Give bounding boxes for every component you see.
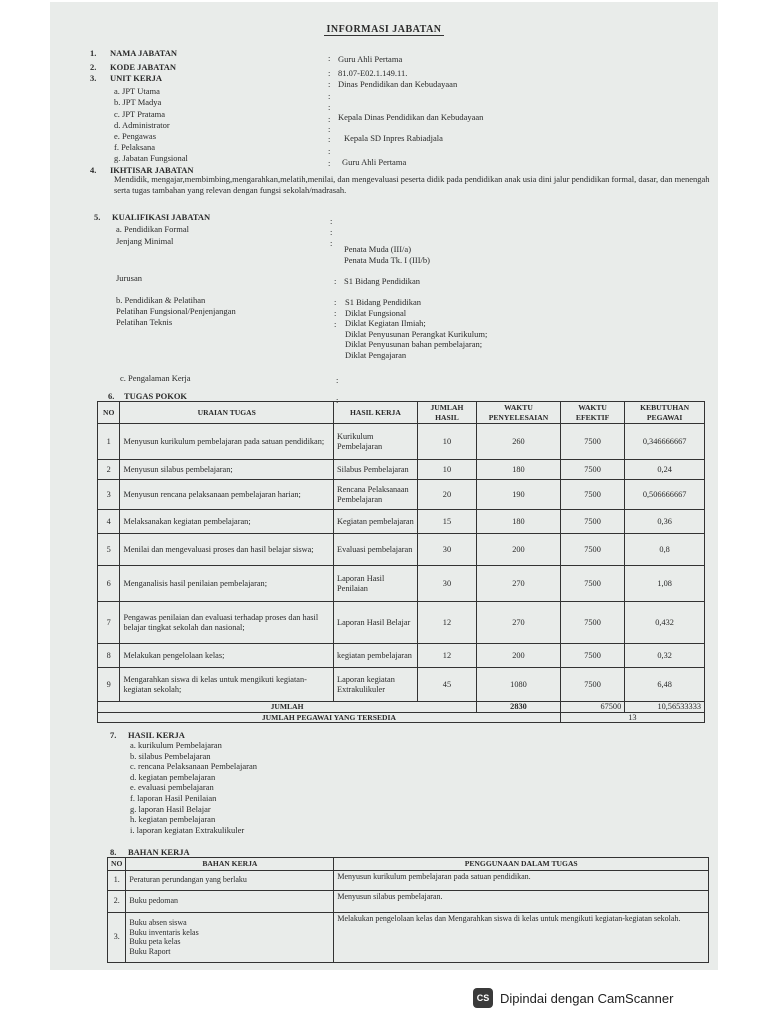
- row-efektif: 7500: [560, 460, 624, 480]
- table-row: [108, 890, 709, 912]
- table-row: [98, 460, 705, 480]
- row-kebutuhan: 0,8: [625, 534, 705, 566]
- row-waktu: 1080: [477, 668, 561, 702]
- unit-sub-label: a. JPT Utama: [114, 86, 160, 96]
- item-number: 3.: [90, 73, 97, 83]
- colon: :: [336, 395, 339, 405]
- row-jumlah: 12: [417, 602, 476, 644]
- row-hasil: Silabus Pembelajaran: [334, 460, 418, 480]
- pelatihan-value: S1 Bidang Pendidikan: [345, 297, 422, 307]
- row-hasil: kegiatan pembelajaran: [334, 644, 418, 668]
- header-cell: KEBUTUHAN PEGAWAI: [625, 402, 705, 424]
- table-row: [98, 480, 705, 510]
- camscanner-logo-icon: CS: [473, 988, 493, 1008]
- row-waktu: 200: [477, 534, 561, 566]
- table-row: [98, 534, 705, 566]
- colon: :: [334, 319, 337, 329]
- row-kebutuhan: 1,08: [625, 566, 705, 602]
- jurusan-label: Jurusan: [116, 273, 142, 283]
- camscanner-watermark: [473, 985, 745, 1011]
- row-waktu: 270: [477, 602, 561, 644]
- item-value: Dinas Pendidikan dan Kebudayaan: [338, 79, 458, 89]
- unit-sub-label: f. Pelaksana: [114, 142, 156, 152]
- pelatihan-value: Diklat Penyusunan bahan pembelajaran;: [345, 339, 483, 350]
- list-item: e. evaluasi pembelajaran: [130, 782, 214, 793]
- table-row: [98, 644, 705, 668]
- pengalaman-label: c. Pengalaman Kerja: [120, 373, 191, 383]
- item-label: KODE JABATAN: [110, 62, 177, 72]
- list-item: c. rencana Pelaksanaan Pembelajaran: [130, 761, 257, 772]
- hasil-kerja-label: HASIL KERJA: [128, 730, 185, 740]
- header-cell: WAKTU PENYELESAIAN: [477, 402, 561, 424]
- item-label: NAMA JABATAN: [110, 48, 177, 58]
- pelatihan-label: b. Pendidikan & Pelatihan: [116, 295, 206, 305]
- header-cell: HASIL KERJA: [334, 402, 418, 424]
- pelatihan-list: [345, 297, 487, 361]
- table-header-row: [108, 858, 709, 871]
- row-penggunaan: Menyusun silabus pembelajaran.: [334, 890, 709, 912]
- row-waktu: 260: [477, 424, 561, 460]
- row-jumlah: 30: [417, 566, 476, 602]
- row-jumlah: 30: [417, 534, 476, 566]
- unit-sub-value: Guru Ahli Pertama: [342, 157, 407, 167]
- unit-sub-label: g. Jabatan Fungsional: [114, 153, 188, 163]
- pelatihan-fungsional-label: Pelatihan Fungsional/Penjenjangan: [116, 306, 236, 316]
- row-hasil: Rencana Pelaksanaan Pembelajaran: [334, 480, 418, 510]
- colon: :: [330, 227, 333, 237]
- unit-sub-label: c. JPT Pratama: [114, 109, 166, 119]
- header-cell: PENGGUNAAN DALAM TUGAS: [334, 858, 709, 871]
- colon: :: [328, 124, 331, 134]
- table-header-row: [98, 402, 705, 424]
- row-no: 3.: [108, 912, 126, 962]
- colon: :: [328, 102, 331, 112]
- item-value: Guru Ahli Pertama: [338, 54, 403, 64]
- row-waktu: 180: [477, 460, 561, 480]
- unit-sub-label: e. Pengawas: [114, 131, 157, 141]
- table-row: [108, 870, 709, 890]
- row-no: 6: [98, 566, 120, 602]
- row-uraian: Melakukan pengelolaan kelas;: [120, 644, 334, 668]
- row-jumlah: 10: [417, 424, 476, 460]
- row-bahan: Buku pedoman: [126, 890, 334, 912]
- list-item: h. kegiatan pembelajaran: [130, 814, 216, 825]
- document-title: INFORMASI JABATAN: [326, 24, 442, 35]
- row-uraian: Menyusun kurikulum pembelajaran pada satuan pendidikan;: [120, 424, 334, 460]
- list-item: f. laporan Hasil Penilaian: [130, 792, 217, 803]
- colon: :: [330, 238, 333, 248]
- row-kebutuhan: 0,32: [625, 644, 705, 668]
- jenjang-value: Penata Muda Tk. I (III/b): [344, 255, 430, 265]
- kualifikasi-label: KUALIFIKASI JABATAN: [112, 212, 211, 222]
- row-efektif: 7500: [560, 566, 624, 602]
- row-penggunaan: Melakukan pengelolaan kelas dan Mengarahkan siswa di kelas untuk mengikuti kegiatan-kegiatan sekolah.: [334, 912, 709, 962]
- jumlah-kebutuhan: 10,56533333: [625, 702, 705, 713]
- item-number: 6.: [108, 391, 115, 401]
- row-waktu: 200: [477, 644, 561, 668]
- jumlah-efektif: 67500: [560, 702, 624, 713]
- pelatihan-value: Diklat Pengajaran: [345, 349, 407, 360]
- row-waktu: 190: [477, 480, 561, 510]
- colon: :: [328, 53, 331, 63]
- row-waktu: 270: [477, 566, 561, 602]
- row-efektif: 7500: [560, 424, 624, 460]
- table-row: [98, 566, 705, 602]
- header-cell: URAIAN TUGAS: [120, 402, 334, 424]
- row-uraian: Melaksanakan kegiatan pembelajaran;: [120, 510, 334, 534]
- unit-sub-value: Kepala SD Inpres Rabiadjala: [344, 133, 443, 143]
- row-efektif: 7500: [560, 510, 624, 534]
- table-row: [108, 912, 709, 962]
- item-number: 5.: [94, 212, 101, 222]
- item-number: 4.: [90, 165, 97, 175]
- item-number: 8.: [110, 847, 117, 857]
- row-uraian: Menyusun rencana pelaksanaan pembelajaran harian;: [120, 480, 334, 510]
- colon: :: [328, 134, 331, 144]
- row-jumlah: 12: [417, 644, 476, 668]
- header-cell: NO: [108, 858, 126, 871]
- bahan-kerja-label: BAHAN KERJA: [128, 847, 190, 857]
- pelatihan-value: Diklat Kegiatan Ilmiah;: [345, 318, 426, 329]
- bahan-table-body: [108, 870, 709, 962]
- colon: :: [328, 146, 331, 156]
- row-efektif: 7500: [560, 644, 624, 668]
- jumlah-label: JUMLAH: [98, 702, 477, 713]
- list-item: g. laporan Hasil Belajar: [130, 803, 211, 814]
- pegawai-value: 13: [560, 712, 704, 723]
- unit-sub-label: b. JPT Madya: [114, 97, 162, 107]
- tugas-pokok-table: [97, 401, 705, 723]
- header-cell: NO: [98, 402, 120, 424]
- row-penggunaan: Menyusun kurikulum pembelajaran pada satuan pendidikan.: [334, 870, 709, 890]
- item-label: UNIT KERJA: [110, 73, 163, 83]
- ikhtisar-text: Mendidik, mengajar,membimbing,mengarahkan,melatih,menilai, dan mengevaluasi peserta didik pada pendidikan anak usia dini jalur pendidikan formal, dasar, dan menengah serta tugas tambahan yang relevan dengan fungsi sekolah/madrasah.: [114, 174, 710, 195]
- list-item: i. laporan kegiatan Extrakulikuler: [130, 824, 245, 835]
- row-no: 1: [98, 424, 120, 460]
- table-row: [98, 668, 705, 702]
- pendidikan-formal-label: a. Pendidikan Formal: [116, 224, 189, 234]
- row-kebutuhan: 0,432: [625, 602, 705, 644]
- jenjang-label: Jenjang Minimal: [116, 236, 174, 246]
- tugas-table-body: [98, 424, 705, 702]
- row-efektif: 7500: [560, 480, 624, 510]
- table-row: [98, 602, 705, 644]
- row-uraian: Pengawas penilaian dan evaluasi terhadap proses dan hasil belajar tingkat sekolah dan nasional;: [120, 602, 334, 644]
- row-jumlah: 45: [417, 668, 476, 702]
- row-hasil: Evaluasi pembelajaran: [334, 534, 418, 566]
- item-number: 1.: [90, 48, 97, 58]
- row-no: 5: [98, 534, 120, 566]
- row-jumlah: 15: [417, 510, 476, 534]
- pelatihan-value: Diklat Penyusunan Perangkat Kurikulum;: [345, 328, 488, 339]
- row-hasil: Laporan Hasil Belajar: [334, 602, 418, 644]
- colon: :: [336, 375, 339, 385]
- row-jumlah: 10: [417, 460, 476, 480]
- row-no: 2: [98, 460, 120, 480]
- row-hasil: Kegiatan pembelajaran: [334, 510, 418, 534]
- row-no: 7: [98, 602, 120, 644]
- pegawai-label: JUMLAH PEGAWAI YANG TERSEDIA: [98, 712, 561, 723]
- scanned-document: [50, 2, 718, 970]
- colon: :: [328, 68, 331, 78]
- row-kebutuhan: 0,346666667: [625, 424, 705, 460]
- row-uraian: Mengarahkan siswa di kelas untuk mengikuti kegiatan-kegiatan sekolah;: [120, 668, 334, 702]
- row-no: 1.: [108, 870, 126, 890]
- list-item: d. kegiatan pembelajaran: [130, 771, 216, 782]
- item-number: 7.: [110, 730, 117, 740]
- row-kebutuhan: 0,24: [625, 460, 705, 480]
- row-uraian: Menganalisis hasil penilaian pembelajaran;: [120, 566, 334, 602]
- row-no: 2.: [108, 890, 126, 912]
- ikhtisar-label: IKHTISAR JABATAN: [110, 165, 194, 175]
- tugas-pokok-label: TUGAS POKOK: [124, 391, 188, 401]
- header-cell: JUMLAH HASIL: [417, 402, 476, 424]
- jurusan-value: S1 Bidang Pendidikan: [344, 276, 421, 286]
- hasil-kerja-list: [130, 740, 257, 835]
- header-cell: BAHAN KERJA: [126, 858, 334, 871]
- row-hasil: Laporan kegiatan Extrakulikuler: [334, 668, 418, 702]
- colon: :: [334, 297, 337, 307]
- jumlah-waktu: 2830: [477, 702, 561, 713]
- row-efektif: 7500: [560, 602, 624, 644]
- row-no: 9: [98, 668, 120, 702]
- row-no: 3: [98, 480, 120, 510]
- unit-sub-label: d. Administrator: [114, 120, 170, 130]
- row-no: 8: [98, 644, 120, 668]
- colon: :: [328, 91, 331, 101]
- header-cell: WAKTU EFEKTIF: [560, 402, 624, 424]
- item-value: 81.07-E02.1.149.11.: [338, 68, 408, 78]
- row-efektif: 7500: [560, 534, 624, 566]
- pelatihan-teknis-label: Pelatihan Teknis: [116, 317, 173, 327]
- row-bahan: Buku absen siswa Buku inventaris kelas Buku peta kelas Buku Raport: [126, 912, 334, 962]
- row-uraian: Menyusun silabus pembelajaran;: [120, 460, 334, 480]
- row-hasil: Kurikulum Pembelajaran: [334, 424, 418, 460]
- pelatihan-value: Diklat Fungsional: [345, 307, 407, 318]
- item-number: 2.: [90, 62, 97, 72]
- bahan-kerja-table: [107, 857, 709, 963]
- jenjang-value: Penata Muda (III/a): [344, 244, 412, 254]
- row-kebutuhan: 0,506666667: [625, 480, 705, 510]
- colon: :: [334, 276, 337, 286]
- row-hasil: Laporan Hasil Penilaian: [334, 566, 418, 602]
- unit-sub-value: Kepala Dinas Pendidikan dan Kebudayaan: [338, 112, 484, 122]
- colon: :: [334, 308, 337, 318]
- row-kebutuhan: 0,36: [625, 510, 705, 534]
- colon: :: [330, 216, 333, 226]
- row-jumlah: 20: [417, 480, 476, 510]
- row-uraian: Menilai dan mengevaluasi proses dan hasil belajar siswa;: [120, 534, 334, 566]
- row-no: 4: [98, 510, 120, 534]
- table-row: [98, 424, 705, 460]
- colon: :: [328, 158, 331, 168]
- colon: :: [328, 114, 331, 124]
- list-item: b. silabus Pembelajaran: [130, 750, 211, 761]
- row-waktu: 180: [477, 510, 561, 534]
- camscanner-text: Dipindai dengan CamScanner: [500, 990, 674, 1006]
- row-efektif: 7500: [560, 668, 624, 702]
- list-item: a. kurikulum Pembelajaran: [130, 740, 222, 750]
- colon: :: [328, 79, 331, 89]
- jumlah-row: [98, 702, 705, 713]
- row-kebutuhan: 6,48: [625, 668, 705, 702]
- pegawai-row: [98, 712, 705, 723]
- row-bahan: Peraturan perundangan yang berlaku: [126, 870, 334, 890]
- table-row: [98, 510, 705, 534]
